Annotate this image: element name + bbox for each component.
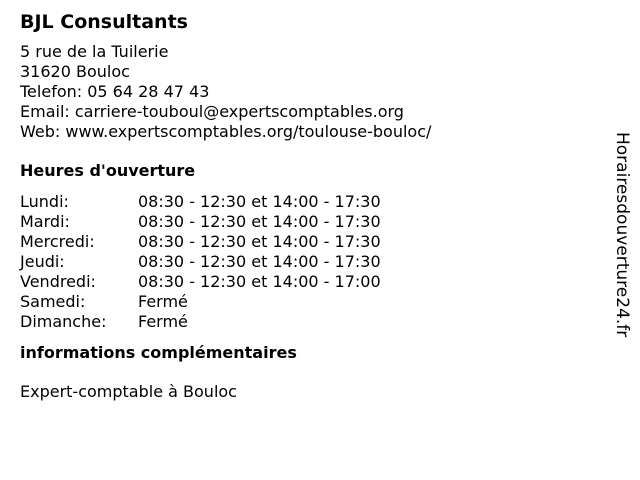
hours-row [20, 192, 600, 212]
additional-info-text: Expert-comptable à Bouloc [20, 382, 237, 401]
hours-day: Vendredi: [20, 272, 96, 291]
hours-day: Dimanche: [20, 312, 107, 331]
hours-time: 08:30 - 12:30 et 14:00 - 17:30 [138, 252, 381, 271]
business-name: BJL Consultants [20, 11, 188, 33]
hours-time: 08:30 - 12:30 et 14:00 - 17:30 [138, 212, 381, 231]
opening-hours-heading: Heures d'ouverture [20, 161, 196, 180]
hours-time: Fermé [138, 292, 188, 311]
hours-row [20, 292, 600, 312]
hours-day: Mercredi: [20, 232, 95, 251]
hours-row [20, 252, 600, 272]
address-city: 31620 Bouloc [20, 62, 130, 81]
hours-day: Samedi: [20, 292, 86, 311]
hours-row [20, 212, 600, 232]
additional-info-heading: informations complémentaires [20, 343, 297, 362]
hours-day: Mardi: [20, 212, 70, 231]
opening-hours-table [20, 192, 600, 332]
hours-time: 08:30 - 12:30 et 14:00 - 17:00 [138, 272, 381, 291]
email-line: Email: carriere-touboul@expertscomptables.org [20, 102, 404, 121]
business-card [20, 10, 600, 402]
hours-row [20, 312, 600, 332]
hours-row [20, 272, 600, 292]
site-watermark: Horairesdouverture24.fr [612, 132, 632, 338]
web-line: Web: www.expertscomptables.org/toulouse-bouloc/ [20, 122, 432, 141]
hours-time: 08:30 - 12:30 et 14:00 - 17:30 [138, 192, 381, 211]
address-street: 5 rue de la Tuilerie [20, 42, 169, 61]
hours-time: Fermé [138, 312, 188, 331]
hours-time: 08:30 - 12:30 et 14:00 - 17:30 [138, 232, 381, 251]
phone-line: Telefon: 05 64 28 47 43 [20, 82, 210, 101]
hours-day: Jeudi: [20, 252, 65, 271]
hours-row [20, 232, 600, 252]
hours-day: Lundi: [20, 192, 69, 211]
